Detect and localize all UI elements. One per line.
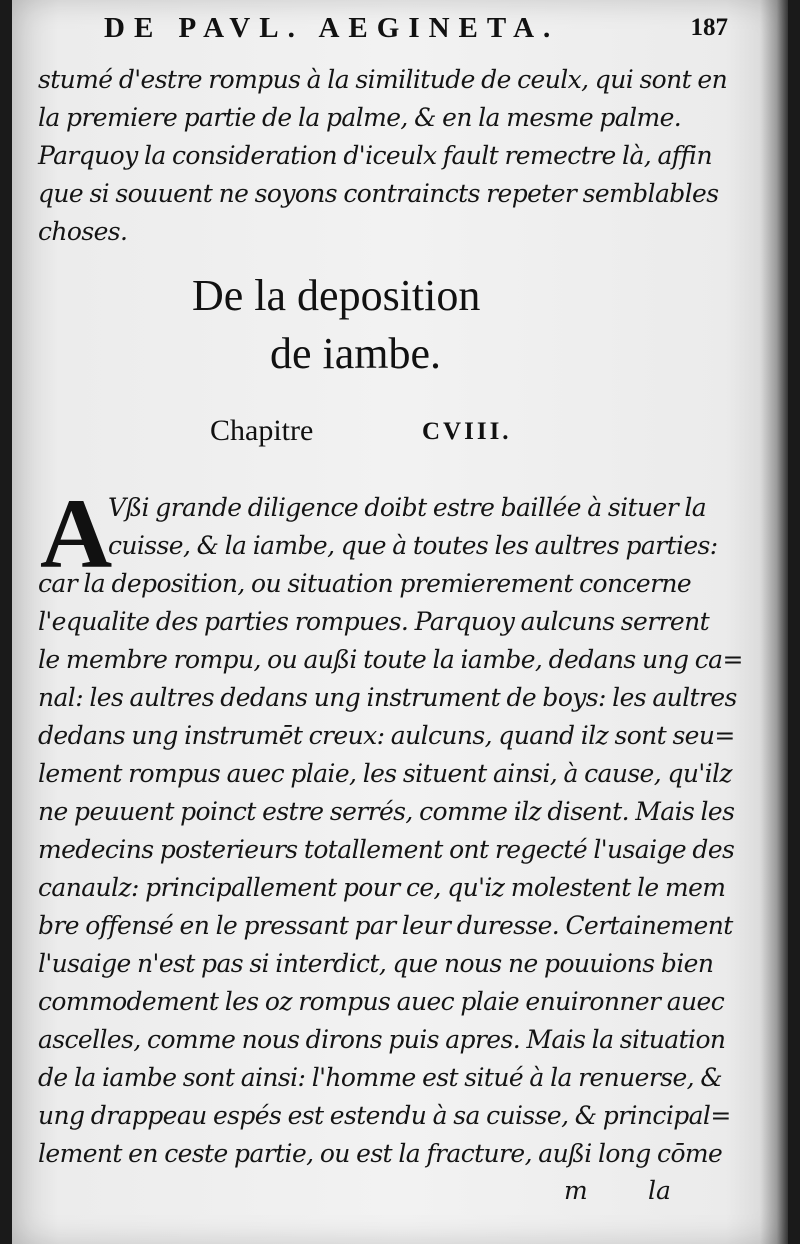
page-header — [12, 12, 788, 52]
text-line: l'equalite des parties rompues. Parquoy aulcuns serrent — [38, 607, 710, 636]
text-line: Vßi grande diligence doibt estre baillée à situer la — [108, 493, 707, 522]
text-line: la premiere partie de la palme, & en la mesme palme. — [38, 103, 682, 132]
text-line: Parquoy la consideration d'iceulx fault remectre là, affin — [38, 141, 712, 170]
running-head: DE PAVL. AEGINETA. — [104, 12, 560, 44]
text-line: ascelles, comme nous dirons puis apres. Mais la situation — [38, 1025, 726, 1054]
text-line: choses. — [38, 217, 128, 246]
chapter-label: Chapitre — [210, 414, 314, 447]
text-line: de la iambe sont ainsi: l'homme est situé à la renuerse, & — [38, 1063, 722, 1092]
text-line: car la deposition, ou situation premierement concerne — [38, 569, 692, 598]
text-line: nal: les aultres dedans ung instrument de boys: les aultres — [38, 683, 737, 712]
section-heading-line-2: de iambe. — [270, 329, 442, 378]
text-line: ung drappeau espés est estendu à sa cuisse, & principal= — [38, 1101, 731, 1130]
page-gutter-shadow — [760, 0, 788, 1244]
text-line: ne peuuent poinct estre serrés, comme ilz disent. Mais les — [38, 797, 735, 826]
text-line: stumé d'estre rompus à la similitude de ceulx, qui sont en — [38, 65, 728, 94]
text-line: que si souuent ne soyons contraincts repeter semblables — [38, 179, 719, 208]
text-line: canaulz: principallement pour ce, qu'iz molestent le mem — [38, 873, 726, 902]
text-line: lement en ceste partie, ou est la fracture, außi long cōme — [38, 1139, 723, 1168]
text-line: bre offensé en le pressant par leur duresse. Certainement — [38, 911, 733, 940]
text-line: dedans ung instrumēt creux: aulcuns, quand ilz sont seu= — [38, 721, 735, 750]
book-page — [12, 0, 788, 1244]
chapter-number: CVIII. — [422, 418, 512, 445]
text-line: cuisse, & la iambe, que à toutes les aultres parties: — [108, 531, 718, 560]
text-line: le membre rompu, ou außi toute la iambe, dedans ung ca= — [38, 645, 743, 674]
signature-mark: m — [564, 1176, 588, 1205]
section-heading-line-1: De la deposition — [192, 271, 481, 320]
text-line: l'usaige n'est pas si interdict, que nous ne pouuions bien — [38, 949, 714, 978]
text-line: commodement les oz rompus auec plaie enuironner auec — [38, 987, 725, 1016]
catchword: la — [648, 1176, 671, 1205]
text-line: medecins posterieurs totallement ont regecté l'usaige des — [38, 835, 735, 864]
drop-cap: A — [40, 478, 113, 589]
text-line: lement rompus auec plaie, les situent ainsi, à cause, qu'ilz — [38, 759, 732, 788]
page-number: 187 — [690, 14, 728, 41]
